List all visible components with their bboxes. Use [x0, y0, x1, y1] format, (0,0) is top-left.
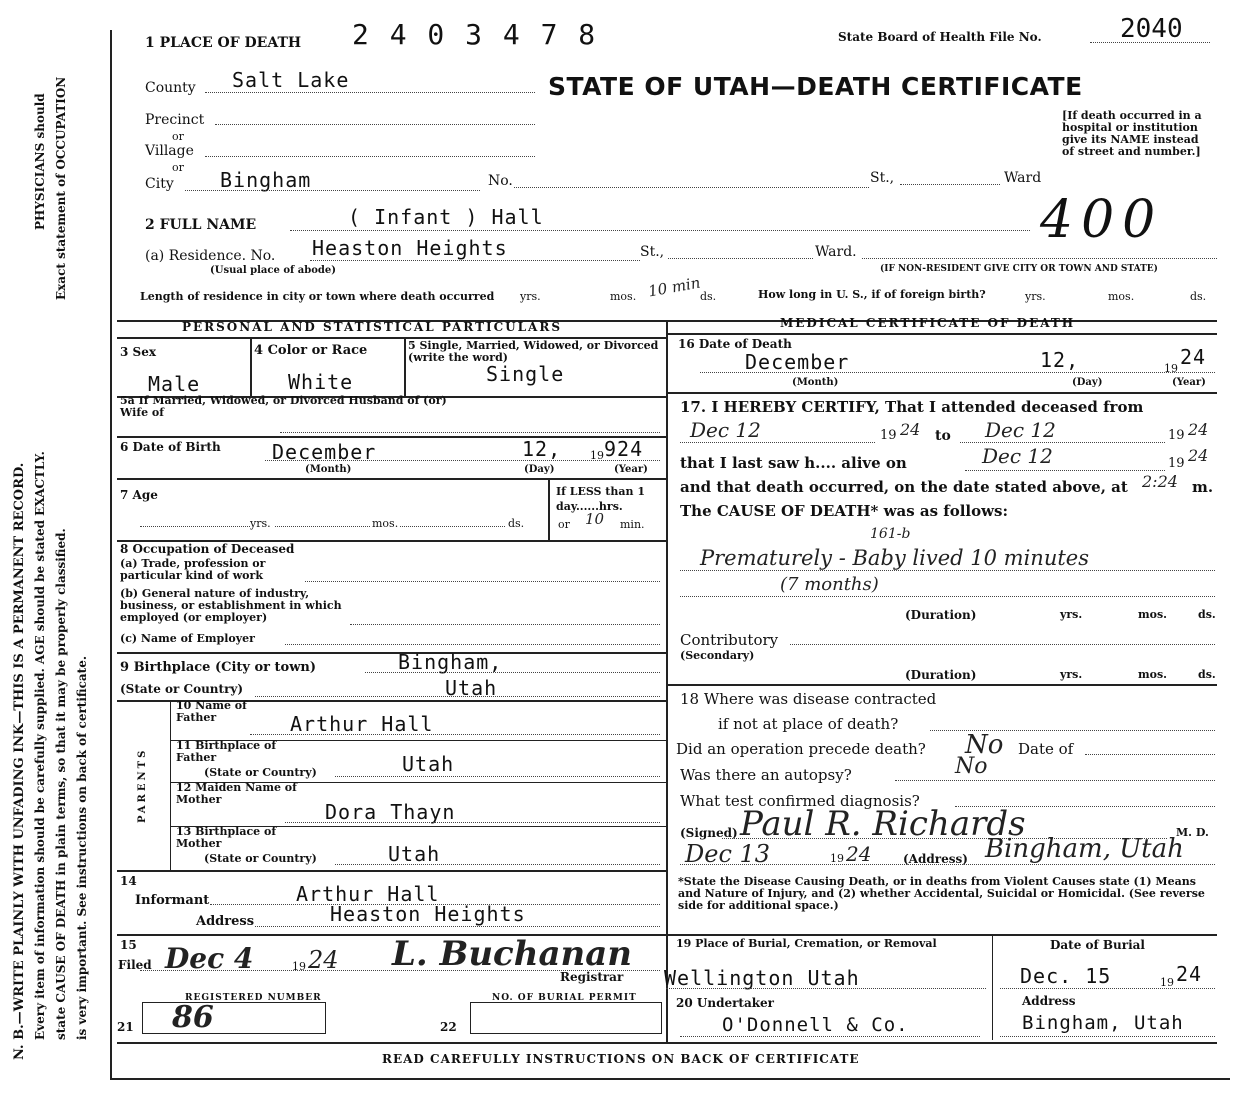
us-yrs: yrs. — [1025, 290, 1046, 303]
cause-duration-mos: mos. — [1138, 608, 1167, 621]
operation-date-label: Date of — [1018, 740, 1074, 758]
burial-year-prefix: 19 — [1160, 976, 1174, 989]
age-yrs: yrs. — [250, 517, 271, 530]
precinct-label: Precinct — [145, 112, 205, 128]
nonresident-note: (IF NON-RESIDENT GIVE CITY OR TOWN AND STATE) — [880, 264, 1158, 274]
dod-year: 24 — [1180, 345, 1207, 369]
city-label: City — [145, 176, 174, 192]
occupation-c: (c) Name of Employer — [120, 632, 255, 645]
occupation-label: 8 Occupation of Deceased — [120, 542, 295, 556]
physician-address: Bingham, Utah — [985, 834, 1184, 864]
place-of-death-label: 1 PLACE OF DEATH — [145, 35, 302, 51]
last-saw-date: Dec 12 — [982, 444, 1053, 468]
st-label: St., — [870, 170, 895, 186]
burial-place: Wellington Utah — [664, 966, 860, 990]
death-time: 2:24 — [1142, 472, 1178, 491]
cause-code: 161-b — [870, 526, 911, 542]
cause-label: The CAUSE OF DEATH* was as follows: — [680, 502, 1009, 520]
age-ds: ds. — [508, 517, 525, 530]
birthplace-label: 9 Birthplace (City or town) — [120, 660, 317, 675]
signed-year: 24 — [846, 842, 872, 866]
sex-label: 3 Sex — [120, 345, 156, 359]
physician-signature: Paul R. Richards — [740, 804, 1026, 844]
age-label: 7 Age — [120, 488, 158, 502]
residence-ward-label: Ward. — [815, 244, 857, 260]
residence-value: Heaston Heights — [312, 236, 508, 260]
village-label: Village — [145, 143, 194, 159]
bottom-border — [110, 1078, 1230, 1080]
burial-year: 24 — [1176, 962, 1203, 986]
reg-no-label: REGISTERED NUMBER — [185, 993, 322, 1003]
filed-num: 15 — [120, 938, 137, 952]
burial-date: Dec. 15 — [1020, 964, 1112, 988]
father-birth-label: 11 Birthplace of Father — [176, 739, 277, 764]
margin-occupation: Exact statement of OCCUPATION — [54, 76, 68, 300]
burial-permit-box — [470, 1002, 662, 1034]
undertaker-address-label: Address — [1022, 994, 1076, 1008]
dod-day-cap: (Day) — [1072, 377, 1103, 388]
us-mos: mos. — [1108, 290, 1135, 303]
reg-no-box — [142, 1002, 326, 1034]
age-min-prefix: or — [558, 518, 570, 531]
filed-year: 24 — [308, 946, 339, 974]
secondary-label: (Secondary) — [680, 649, 755, 662]
mother-birth-sub: (State or Country) — [204, 852, 317, 865]
margin-physicians: PHYSICIANS should — [33, 93, 47, 230]
burial-permit-label: NO. OF BURIAL PERMIT — [492, 993, 637, 1003]
death-occurred-text: and that death occurred, on the date stated above, at — [680, 478, 1128, 496]
dob-year-cap: (Year) — [614, 464, 648, 475]
abode-note: (Usual place of abode) — [210, 265, 336, 276]
age-mos: mos. — [372, 517, 399, 530]
father-birth-value: Utah — [402, 752, 455, 776]
personal-header: PERSONAL AND STATISTICAL PARTICULARS — [182, 320, 563, 334]
signed-label: (Signed) — [680, 826, 738, 840]
cause-value: Prematurely - Baby lived 10 minutes — [700, 546, 1089, 570]
medical-header: MEDICAL CERTIFICATE OF DEATH — [780, 316, 1076, 330]
last-saw-text: that I last saw h.... alive on — [680, 454, 907, 472]
dob-year: 924 — [604, 437, 644, 461]
length-mos: mos. — [610, 290, 637, 303]
from-date: Dec 12 — [690, 418, 761, 442]
marital-value: Single — [486, 362, 565, 386]
registrar-label: Registrar — [560, 970, 624, 984]
city-value: Bingham — [220, 168, 312, 192]
length-value: 10 min — [646, 273, 702, 301]
occupation-b: (b) General nature of industry, business, or establishment in which employed (or employer) — [120, 587, 342, 624]
birthplace-state-label: (State or Country) — [120, 682, 244, 696]
mother-birth-value: Utah — [388, 842, 441, 866]
signed-year-prefix: 19 — [830, 852, 844, 865]
dob-month-cap: (Month) — [305, 464, 352, 475]
dod-year-prefix: 19 — [1164, 362, 1178, 375]
informant-address: Heaston Heights — [330, 902, 526, 926]
board-file-label: State Board of Health File No. — [838, 30, 1042, 44]
dod-day: 12, — [1040, 348, 1080, 372]
contrib-duration-yrs: yrs. — [1060, 668, 1083, 681]
father-label: 10 Name of Father — [176, 699, 247, 724]
us-label: How long in U. S., if of foreign birth? — [758, 288, 986, 301]
mother-birth-label: 13 Birthplace of Mother — [176, 825, 277, 850]
length-yrs: yrs. — [520, 290, 541, 303]
dod-year-cap: (Year) — [1172, 377, 1206, 388]
us-ds: ds. — [1190, 290, 1207, 303]
filed-label: Filed — [118, 958, 152, 972]
to-label: to — [935, 428, 951, 444]
burial-permit-num: 22 — [440, 1020, 457, 1034]
informant-num: 14 — [120, 874, 137, 888]
dod-month-cap: (Month) — [792, 377, 839, 388]
filed-year-prefix: 19 — [292, 960, 306, 973]
marital-label: 5 Single, Married, Widowed, or Divorced (write the word) — [408, 339, 659, 364]
parents-label: PARENTS — [137, 747, 148, 823]
filed-date: Dec 4 — [165, 942, 254, 975]
birthplace-state: Utah — [445, 676, 498, 700]
dob-label: 6 Date of Birth — [120, 440, 221, 454]
cause-duration-label: (Duration) — [905, 608, 977, 622]
informant-value: Arthur Hall — [296, 882, 440, 906]
autopsy-value: No — [955, 754, 988, 779]
cause-detail: (7 months) — [780, 574, 879, 595]
state-disease-note: *State the Disease Causing Death, or in deaths from Violent Causes state (1) Means and Nature of Injury, and (2) whether Accidental, Suicidal or Homicidal. (See reverse side for additional space.) — [678, 875, 1205, 912]
cause-duration-yrs: yrs. — [1060, 608, 1083, 621]
county-value: Salt Lake — [232, 68, 350, 92]
dod-month: December — [745, 350, 850, 374]
residence-label: (a) Residence. No. — [145, 248, 276, 264]
father-value: Arthur Hall — [290, 712, 434, 736]
age-min-suffix: min. — [620, 518, 645, 531]
father-birth-sub: (State or Country) — [204, 766, 317, 779]
ward-number: 400 — [1040, 190, 1164, 250]
dob-month: December — [272, 440, 377, 464]
residence-st-label: St., — [640, 244, 665, 260]
q18-sub: if not at place of death? — [718, 715, 899, 733]
to-date: Dec 12 — [985, 418, 1056, 442]
to-year: 24 — [1188, 420, 1209, 439]
birthplace-city: Bingham, — [398, 650, 503, 674]
dob-year-prefix: 19 — [590, 449, 604, 462]
death-time-suffix: m. — [1192, 478, 1214, 496]
certify-text: 17. I HEREBY CERTIFY, That I attended deceased from — [680, 398, 1144, 416]
margin-line2: Every item of information should be carefully supplied. AGE should be stated EXACTLY. — [33, 451, 47, 1040]
operation-value: No — [965, 730, 1004, 760]
to-year-prefix: 19 — [1168, 428, 1185, 443]
spouse-label: 5a If Married, Widowed, or Divorced Husband of (or) Wife of — [120, 394, 447, 419]
undertaker-value: O'Donnell & Co. — [722, 1014, 909, 1036]
last-saw-year-prefix: 19 — [1168, 456, 1185, 471]
length-residence-label: Length of residence in city or town where death occurred — [140, 290, 495, 303]
burial-label: 19 Place of Burial, Cremation, or Removal — [676, 937, 937, 950]
dob-day-cap: (Day) — [524, 464, 555, 475]
margin-line3: state CAUSE OF DEATH in plain terms, so that it may be properly classified. — [54, 528, 68, 1040]
no-label: No. — [488, 173, 513, 189]
autopsy-label: Was there an autopsy? — [680, 766, 852, 784]
md-label: M. D. — [1176, 826, 1209, 839]
full-name-value: ( Infant ) Hall — [348, 205, 544, 229]
registrar-signature: L. Buchanan — [392, 934, 632, 974]
full-name-label: 2 FULL NAME — [145, 217, 257, 233]
margin-nb: N. B.—WRITE PLAINLY WITH UNFADING INK—THIS IS A PERMANENT RECORD. — [12, 462, 27, 1060]
if-less-label: If LESS than 1 day......hrs. — [556, 485, 645, 513]
or-2: or — [172, 161, 184, 174]
contrib-duration-mos: mos. — [1138, 668, 1167, 681]
cause-duration-ds: ds. — [1198, 608, 1216, 621]
certificate-title: STATE OF UTAH—DEATH CERTIFICATE — [548, 72, 1083, 101]
color-value: White — [288, 370, 354, 394]
mother-value: Dora Thayn — [325, 800, 456, 824]
contrib-duration-ds: ds. — [1198, 668, 1216, 681]
read-carefully-footer: READ CAREFULLY INSTRUCTIONS ON BACK OF CERTIFICATE — [382, 1052, 860, 1066]
board-file-no: 2040 — [1120, 14, 1183, 44]
operation-label: Did an operation precede death? — [676, 740, 926, 758]
informant-label: Informant — [135, 893, 210, 908]
ward-label: Ward — [1004, 170, 1042, 186]
undertaker-label: 20 Undertaker — [676, 996, 775, 1010]
dob-day: 12, — [522, 437, 562, 461]
mother-label: 12 Maiden Name of Mother — [176, 781, 297, 806]
contributory-label: Contributory — [680, 631, 779, 649]
burial-date-label: Date of Burial — [1050, 938, 1145, 952]
signed-date: Dec 13 — [685, 840, 771, 868]
undertaker-address: Bingham, Utah — [1022, 1012, 1184, 1034]
margin-line4: is very important. See instructions on back of certificate. — [75, 655, 89, 1040]
from-year: 24 — [900, 420, 921, 439]
address-label: (Address) — [903, 852, 968, 866]
test-label: What test confirmed diagnosis? — [680, 792, 920, 810]
cert-number: 2 4 0 3 4 7 8 — [352, 18, 598, 51]
from-year-prefix: 19 — [880, 428, 897, 443]
informant-address-label: Address — [196, 914, 255, 929]
last-saw-year: 24 — [1188, 446, 1209, 465]
left-border — [110, 30, 112, 1080]
reg-no-value: 86 — [172, 1000, 214, 1035]
dod-label: 16 Date of Death — [678, 337, 792, 351]
sex-value: Male — [148, 372, 201, 396]
contrib-duration-label: (Duration) — [905, 668, 977, 682]
county-label: County — [145, 80, 196, 96]
length-ds: ds. — [700, 290, 717, 303]
hospital-note: [If death occurred in a hospital or institution give its NAME instead of street and number.] — [1062, 109, 1202, 158]
reg-no-num: 21 — [117, 1020, 134, 1034]
q18-label: 18 Where was disease contracted — [680, 690, 937, 708]
age-min: 10 — [585, 510, 605, 528]
color-label: 4 Color or Race — [254, 343, 368, 358]
occupation-a: (a) Trade, profession or particular kind of work — [120, 557, 266, 582]
or-1: or — [172, 130, 184, 143]
